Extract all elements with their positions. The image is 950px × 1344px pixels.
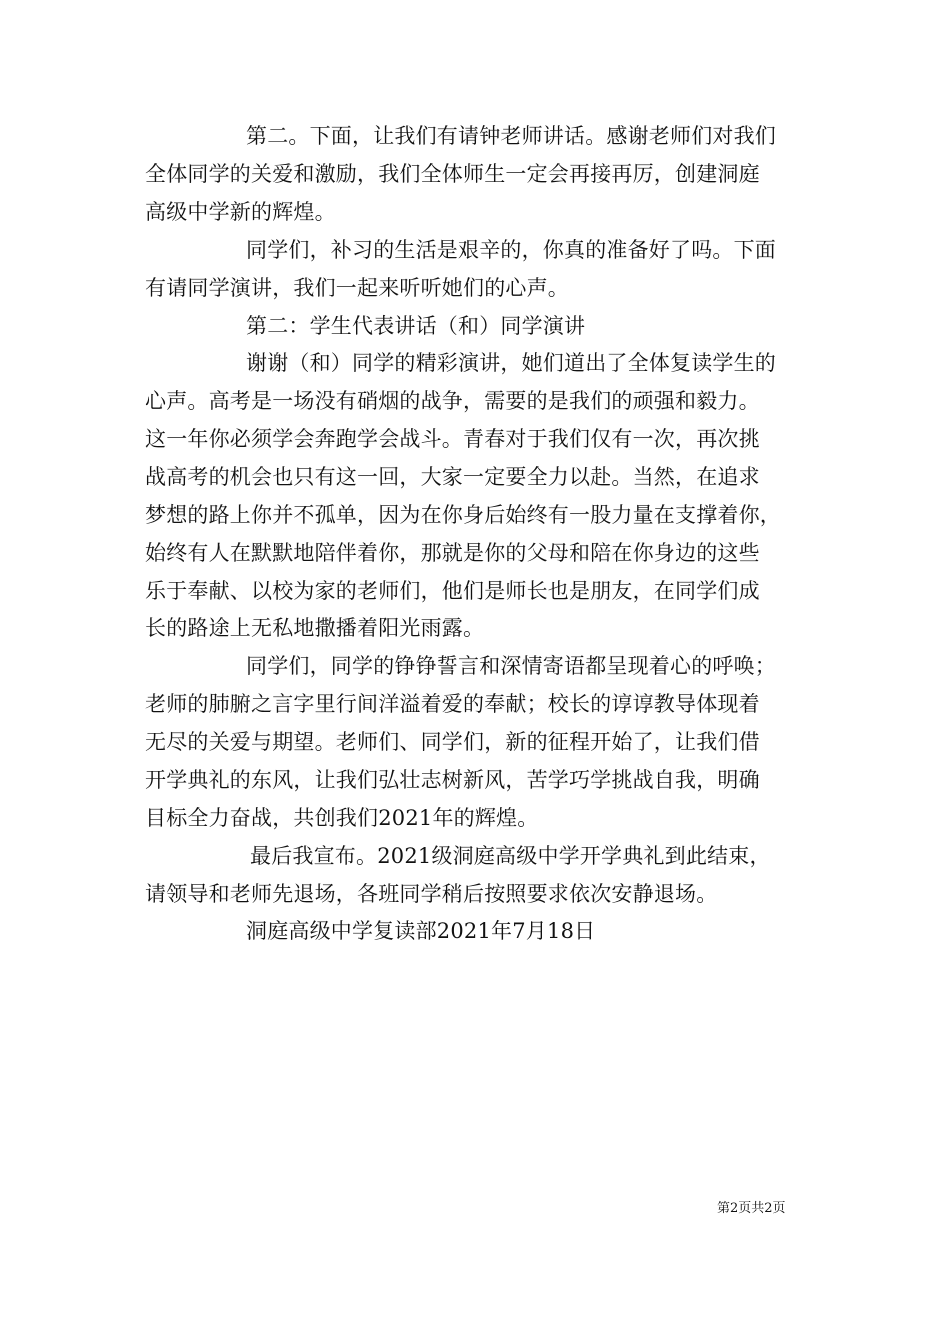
text-line: 全体同学的关爱和激励，我们全体师生一定会再接再厉，创建洞庭: [145, 162, 760, 186]
text-line: 开学典礼的东风，让我们弘壮志树新风，苦学巧学挑战自我，明确: [145, 768, 760, 792]
text-line: 始终有人在默默地陪伴着你，那就是你的父母和陪在你身边的这些: [145, 541, 760, 565]
text-line: 最后我宣布。2021级洞庭高级中学开学典礼到此结束，: [250, 844, 771, 868]
text-line: 这一年你必须学会奔跑学会战斗。青春对于我们仅有一次，再次挑: [145, 427, 760, 451]
text-line: 同学们，补习的生活是艰辛的，你真的准备好了吗。下面: [246, 238, 776, 262]
text-line: 战高考的机会也只有这一回，大家一定要全力以赴。当然，在追求: [145, 465, 760, 489]
text-line: 同学们，同学的铮铮誓言和深情寄语都呈现着心的呼唤；: [246, 654, 776, 678]
text-line: 高级中学新的辉煌。: [145, 200, 336, 224]
text-line: 长的路途上无私地撒播着阳光雨露。: [145, 616, 485, 640]
page-number: 第2页共2页: [717, 1201, 786, 1216]
text-line: 第二。下面，让我们有请钟老师讲话。感谢老师们对我们: [246, 124, 776, 148]
text-line: 请领导和老师先退场，各班同学稍后按照要求依次安静退场。: [145, 882, 718, 906]
text-line: 无尽的关爱与期望。老师们、同学们，新的征程开始了，让我们借: [145, 730, 760, 754]
text-line: 有请同学演讲，我们一起来听听她们的心声。: [145, 276, 569, 300]
text-line: 老师的肺腑之言字里行间洋溢着爱的奉献；校长的谆谆教导体现着: [145, 692, 760, 716]
section-heading: 第二：学生代表讲话（和）同学演讲: [246, 314, 586, 338]
text-line: 谢谢（和）同学的精彩演讲，她们道出了全体复读学生的: [246, 351, 776, 375]
text-line: 心声。高考是一场没有硝烟的战争，需要的是我们的顽强和毅力。: [145, 389, 760, 413]
text-line: 乐于奉献、以校为家的老师们，他们是师长也是朋友，在同学们成: [145, 579, 760, 603]
signature-date: 洞庭高级中学复读部2021年7月18日: [246, 919, 596, 943]
text-line: 目标全力奋战，共创我们2021年的辉煌。: [145, 806, 539, 830]
text-line: 梦想的路上你并不孤单，因为在你身后始终有一股力量在支撑着你，: [145, 503, 781, 527]
